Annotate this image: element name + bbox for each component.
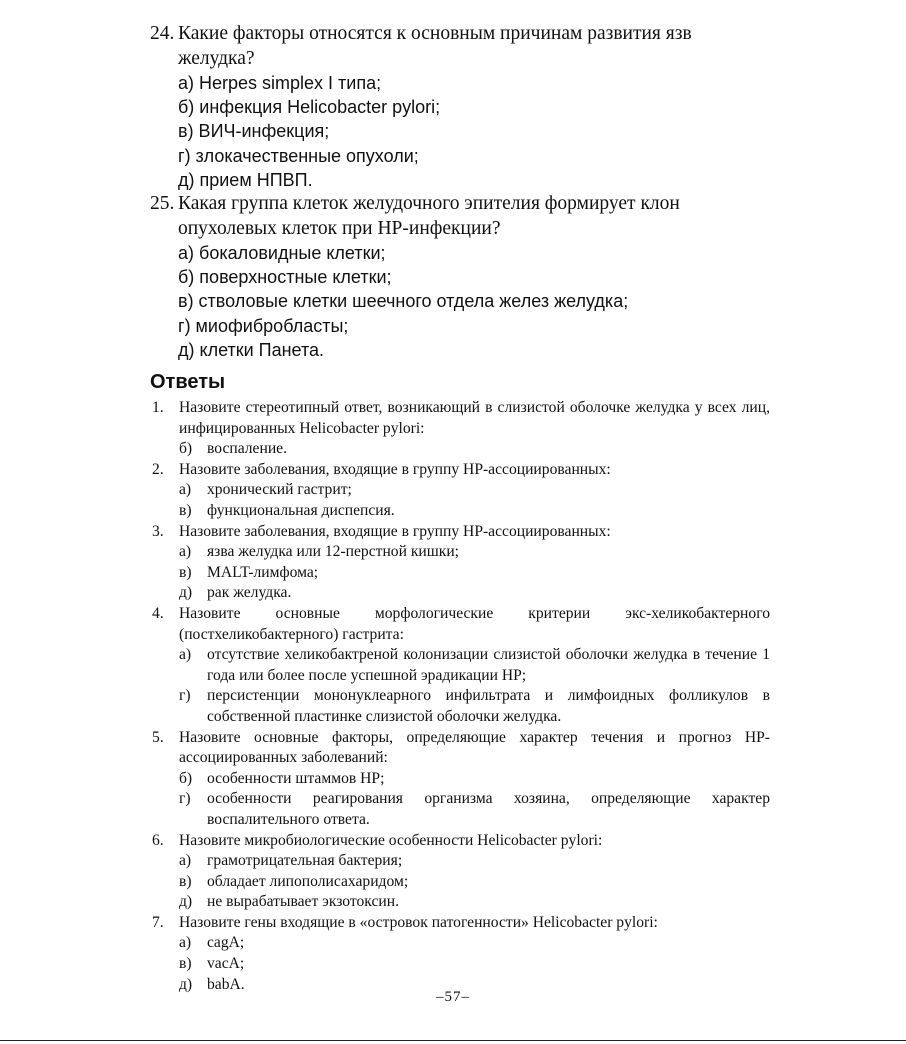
answer-number: 1. [152, 399, 164, 417]
answer-letter: а) [179, 481, 192, 499]
answer-option [150, 789, 770, 830]
question-option: а) Herpes simplex I типа; [178, 73, 382, 93]
answer-option [150, 686, 770, 727]
answer-option [150, 563, 770, 584]
answer-question [150, 831, 770, 852]
answer-letter: б) [179, 440, 193, 458]
answer-letter: а) [179, 852, 192, 870]
answer-2 [150, 460, 770, 522]
answer-number: 5. [152, 728, 164, 746]
answer-question-text: Назовите заболевания, входящие в группу HP-ассоциированных: [179, 522, 611, 540]
answer-option-text: персистенции мононуклеарного инфильтрата и лимфоидных фолликулов в собственной пластинке слизистой оболочки желудка. [207, 687, 770, 725]
answer-question-text: Назовите микробиологические особенности Helicobacter pylori: [179, 831, 603, 849]
answer-letter: г) [179, 687, 191, 705]
answer-question-text: Назовите гены входящие в «островок патогенности» Helicobacter pylori: [179, 913, 658, 931]
answer-question [150, 398, 770, 439]
question-25 [150, 192, 770, 362]
answer-option-text: babA. [207, 975, 245, 993]
answer-question-text: Назовите основные факторы, определяющие характер течения и прогноз HP-ассоциированных заболеваний: [179, 728, 770, 767]
answer-letter: д) [179, 975, 193, 993]
page-number: –57– [436, 989, 470, 1005]
answer-option [150, 501, 770, 522]
question-option: б) инфекция Helicobacter pylori; [178, 97, 441, 118]
question-number: 25. [150, 193, 175, 215]
question-text: Какая группа клеток желудочного эпителия формирует клон опухолевых клеток при HP-инфекции? [178, 193, 680, 239]
question-24 [150, 22, 770, 192]
answer-option-text: cagA; [207, 934, 245, 952]
answer-5 [150, 728, 770, 831]
answer-option-text: воспаление. [207, 440, 287, 458]
answer-number: 3. [152, 522, 164, 540]
question-number: 24. [150, 23, 175, 44]
answer-letter: в) [179, 872, 192, 890]
answer-letter: а) [179, 543, 192, 561]
answer-option [150, 872, 770, 893]
answer-option-text: обладает липополисахаридом; [207, 872, 409, 890]
answer-letter: в) [179, 502, 192, 519]
answer-option-text: MALT-лимфома; [207, 563, 319, 581]
answers-heading: Ответы [150, 371, 226, 394]
answer-option-text: функциональная диспепсия. [207, 502, 395, 519]
answer-question [150, 522, 770, 543]
question-option: д) прием НПВП. [178, 169, 313, 190]
answer-question-text: Назовите заболевания, входящие в группу HP-ассоциированных: [179, 460, 611, 478]
answer-1 [150, 398, 770, 460]
answer-question [150, 604, 770, 645]
answer-7 [150, 913, 770, 995]
answer-option-text: особенности реагирования организма хозяина, определяющие характер воспалительного ответа. [207, 790, 770, 828]
answer-letter: г) [179, 790, 191, 808]
answer-question [150, 460, 770, 481]
question-option: в) стволовые клетки шеечного отдела желез желудка; [178, 291, 629, 312]
answer-letter: а) [179, 646, 192, 664]
answer-option [150, 851, 770, 872]
question-option: а) бокаловидные клетки; [178, 243, 386, 264]
question-option: в) ВИЧ-инфекция; [178, 121, 330, 142]
answer-option [150, 769, 770, 790]
answer-letter: в) [179, 563, 192, 581]
answer-number: 6. [152, 831, 164, 849]
question-title [150, 192, 770, 241]
answer-option [150, 583, 770, 604]
document-page [150, 22, 770, 995]
answer-question [150, 913, 770, 934]
answer-letter: б) [179, 769, 193, 787]
answer-letter: а) [179, 934, 192, 952]
answer-option-text: не вырабатывает экзотоксин. [207, 893, 400, 911]
bottom-divider [0, 1040, 906, 1041]
answer-option [150, 645, 770, 686]
question-title [150, 22, 770, 71]
answer-option-text: vacA; [207, 955, 245, 973]
answer-option [150, 542, 770, 563]
answer-6 [150, 831, 770, 913]
answer-option [150, 480, 770, 501]
answer-letter: в) [179, 955, 192, 973]
answer-question [150, 728, 770, 769]
answer-question-text: Назовите стереотипный ответ, возникающий в слизистой оболочке желудка у всех лиц, инфицированных Helicobacter pylori: [179, 399, 770, 437]
answer-option-text: хронический гастрит; [207, 481, 352, 499]
answer-option-text: отсутствие хеликобактреной колонизации слизистой оболочки желудка в течение 1 года или более после успешной эрадикации HP; [207, 646, 770, 684]
answer-option [150, 892, 770, 913]
answer-option [150, 933, 770, 954]
question-option: г) миофибробласты; [178, 315, 349, 336]
answer-number: 2. [152, 460, 164, 478]
answer-option-text: рак желудка. [207, 584, 292, 602]
answer-letter: д) [179, 893, 193, 911]
answer-number: 7. [152, 913, 164, 931]
answer-option [150, 954, 770, 975]
answer-option-text: грамотрицательная бактерия; [207, 852, 403, 870]
answer-number: 4. [152, 604, 164, 622]
question-option: б) поверхностные клетки; [178, 267, 392, 288]
answer-option-text: язва желудка или 12-перстной кишки; [207, 543, 460, 561]
answer-option [150, 439, 770, 460]
question-text: Какие факторы относятся к основным причинам развития язв желудка? [178, 23, 692, 69]
question-option: д) клетки Панета. [178, 339, 325, 360]
answer-option-text: особенности штаммов HP; [207, 769, 385, 787]
answer-3 [150, 522, 770, 604]
question-option: г) злокачественные опухоли; [178, 145, 419, 166]
answer-4 [150, 604, 770, 728]
answer-letter: д) [179, 584, 193, 602]
answer-question-text: Назовите основные морфологические критерии экс-хеликобактерного (постхеликобактерного) гастрита: [179, 604, 770, 643]
